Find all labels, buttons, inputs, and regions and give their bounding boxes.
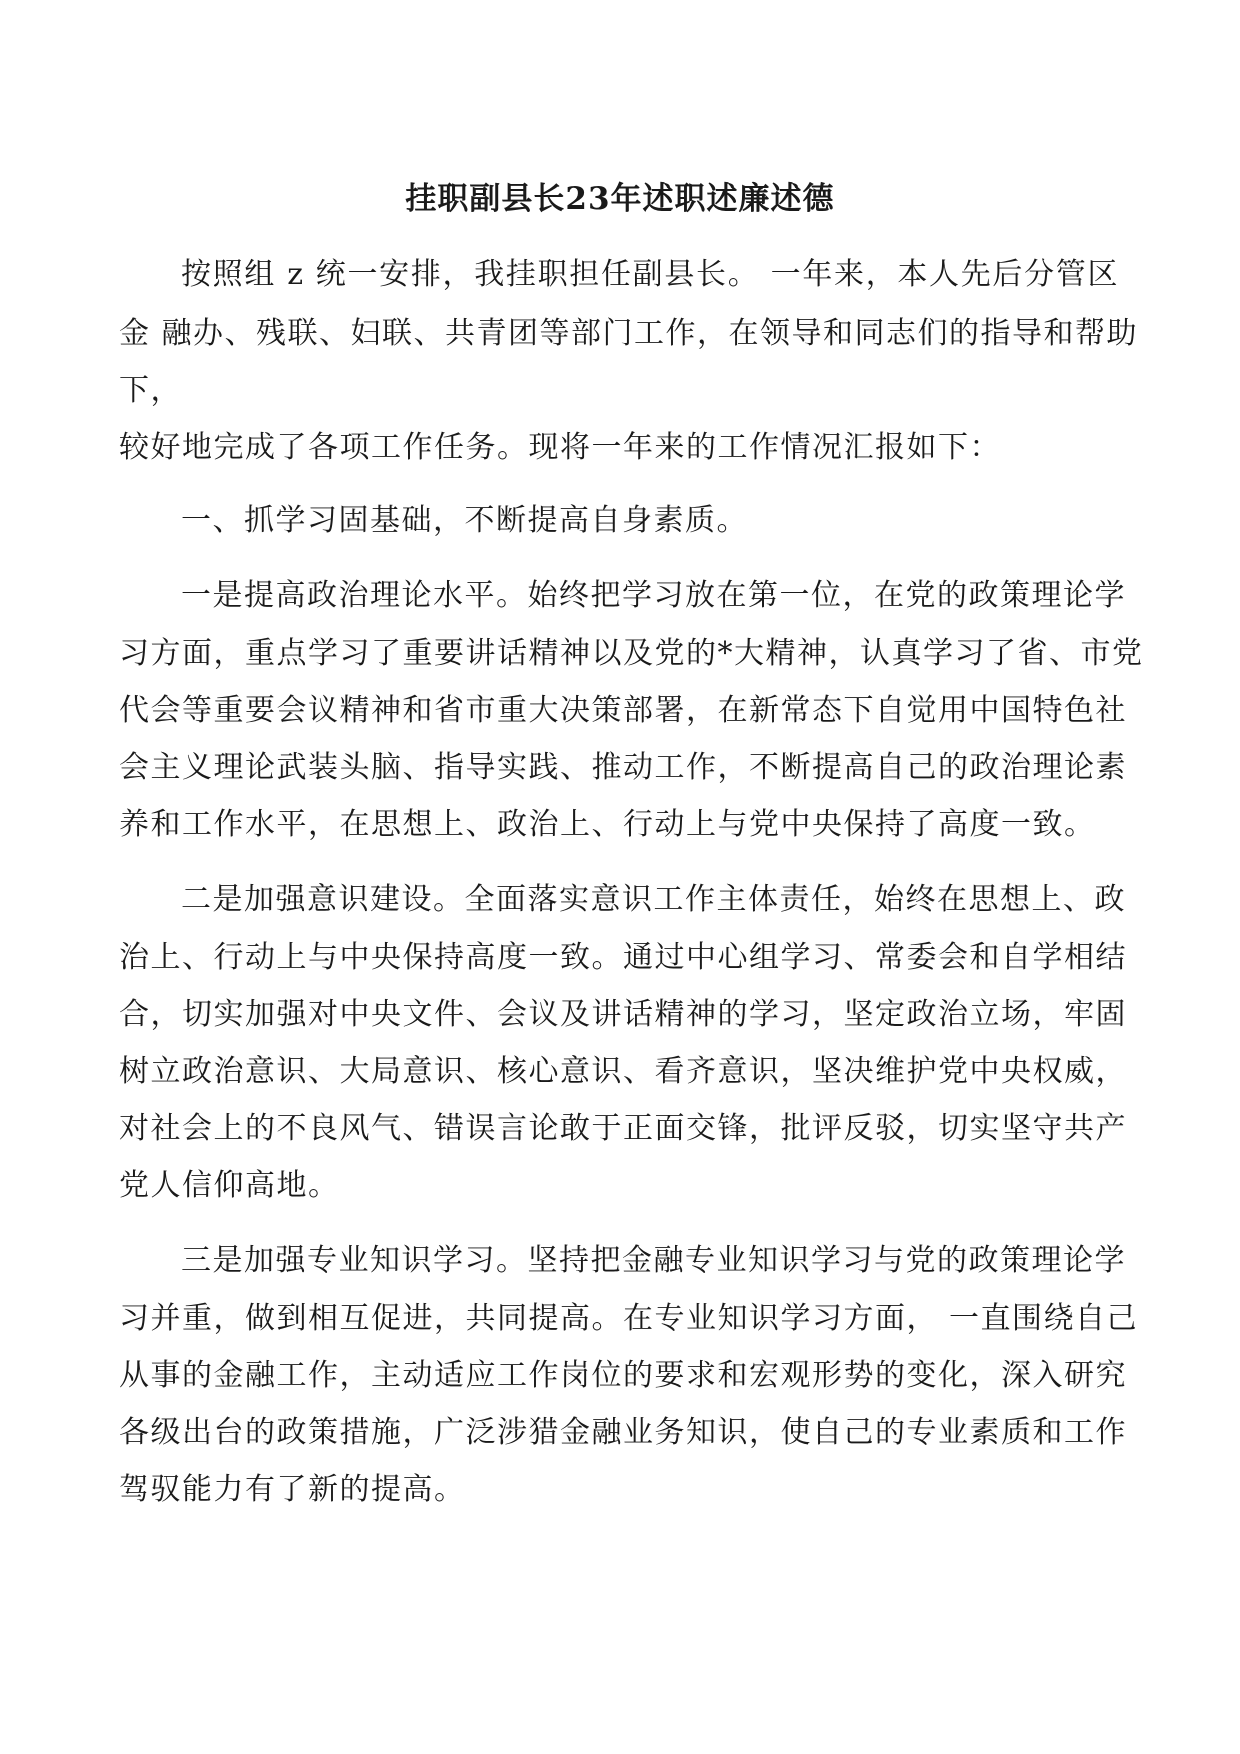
paragraph-2-line-2: 习方面，重点学习了重要讲话精神以及党的*大精神，认真学习了省、市党 [119, 636, 1144, 671]
section-heading-1: 一、抓学习固基础，不断提高自身素质。 [181, 503, 748, 538]
paragraph-3-line-3: 合，切实加强对中央文件、会议及讲话精神的学习，坚定政治立场，牢固 [119, 997, 1127, 1032]
paragraph-3-line-1: 二是加强意识建设。全面落实意识工作主体责任，始终在思想上、政 [181, 882, 1126, 917]
paragraph-4-line-3: 从事的金融工作，主动适应工作岗位的要求和宏观形势的变化，深入研究 [119, 1358, 1127, 1393]
paragraph-3-line-6: 党人信仰高地。 [119, 1168, 340, 1203]
paragraph-4-line-1: 三是加强专业知识学习。坚持把金融专业知识学习与党的政策理论学 [181, 1243, 1126, 1278]
paragraph-1-line-2: 金 融办、残联、妇联、共青团等部门工作，在领导和同志们的指导和帮助 [119, 316, 1139, 351]
paragraph-4-line-2: 习并重，做到相互促进，共同提高。在专业知识学习方面， 一直围绕自己 [119, 1301, 1139, 1336]
paragraph-2-line-1: 一是提高政治理论水平。始终把学习放在第一位，在党的政策理论学 [181, 578, 1126, 613]
paragraph-3-line-4: 树立政治意识、大局意识、核心意识、看齐意识，坚决维护党中央权威， [119, 1054, 1127, 1089]
paragraph-4-line-4: 各级出台的政策措施，广泛涉猎金融业务知识，使自己的专业素质和工作 [119, 1415, 1127, 1450]
paragraph-4-line-5: 驾驭能力有了新的提高。 [119, 1472, 466, 1507]
paragraph-1-line-1: 按照组 z 统一安排，我挂职担任副县长。 一年来，本人先后分管区 [181, 257, 1119, 292]
paragraph-1-line-3: 下， [119, 373, 182, 408]
paragraph-2-line-4: 会主义理论武装头脑、指导实践、推动工作，不断提高自己的政治理论素 [119, 750, 1127, 785]
paragraph-3-line-5: 对社会上的不良风气、错误言论敢于正面交锋，批评反驳，切实坚守共产 [119, 1111, 1127, 1146]
paragraph-1-line-4: 较好地完成了各项工作任务。现将一年来的工作情况汇报如下： [119, 430, 1001, 465]
paragraph-2-line-5: 养和工作水平，在思想上、政治上、行动上与党中央保持了高度一致。 [119, 807, 1096, 842]
paragraph-2-line-3: 代会等重要会议精神和省市重大决策部署，在新常态下自觉用中国特色社 [119, 693, 1127, 728]
paragraph-3-line-2: 治上、行动上与中央保持高度一致。通过中心组学习、常委会和自学相结 [119, 940, 1127, 975]
document-title: 挂职副县长23年述职述廉述德 [405, 181, 835, 217]
